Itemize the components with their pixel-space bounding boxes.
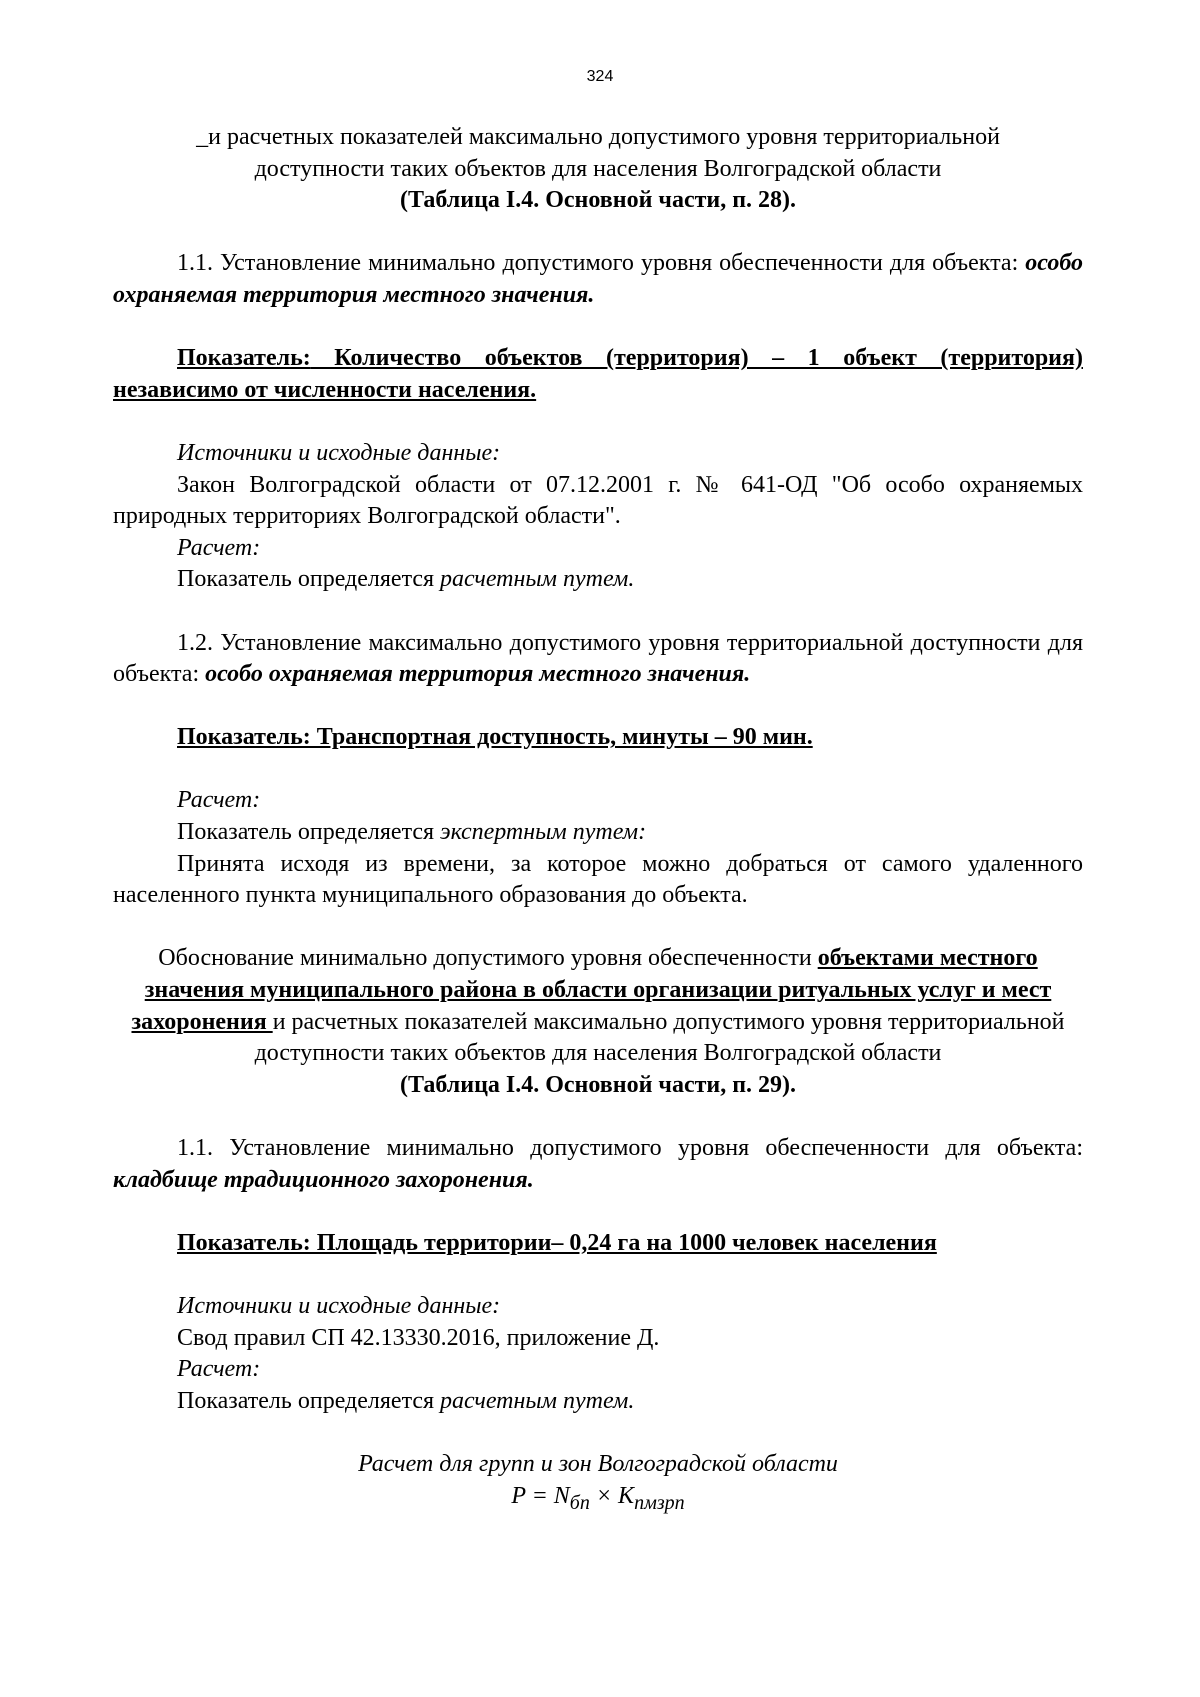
document-body bbox=[113, 122, 1083, 1519]
s1-calc-text-pre: Показатель определяется bbox=[177, 566, 441, 593]
s2-calc-text bbox=[113, 1386, 1083, 1418]
s1-sources-text: Закон Волгоградской области от 07.12.2001 г. № 641-ОД "Об особо охраняемых природных территориях Волгоградской области". bbox=[113, 471, 1083, 530]
s1-p11-object: особо охраняемая территория местного значения. bbox=[113, 250, 1083, 308]
heading1-line1: _и расчетных показателей максимально допустимого уровня территориальной bbox=[196, 124, 1000, 150]
s2-p11-text: 1.1. Установление минимально допустимого уровня обеспеченности для объекта: bbox=[177, 1135, 1083, 1161]
s2-calc-pre: Показатель определяется bbox=[177, 1387, 441, 1414]
page-number: 324 bbox=[586, 68, 614, 85]
s2-calc-method: расчетным путем. bbox=[440, 1387, 635, 1414]
s1-calc2-method: экспертным путем: bbox=[440, 819, 647, 846]
heading2-subject: объектами местного значения муниципального района в области организации ритуальных услуг и мест захоронения bbox=[131, 945, 1052, 1035]
s2-calc-groups-title: Расчет для групп и зон Волгоградской области bbox=[358, 1450, 838, 1477]
s1-sources-label: Источники и исходные данные: bbox=[177, 439, 501, 466]
s1-calc-label: Расчет: bbox=[177, 534, 261, 561]
s1-p12-object: особо охраняемая территория местного значения. bbox=[205, 661, 751, 688]
s1-indicator-value: Количество объектов (территория) – 1 объект (территория) независимо от численности населения. bbox=[113, 345, 1083, 403]
heading1-table-ref: (Таблица I.4. Основной части, п. 28). bbox=[399, 187, 797, 214]
s1-calc-text bbox=[113, 564, 1083, 596]
s1-calc2-text bbox=[113, 817, 1083, 849]
s1-indicator-label: Показатель: bbox=[177, 345, 311, 372]
s1-calc2-label: Расчет: bbox=[177, 787, 261, 814]
s2-indicator: Показатель: Площадь территории– 0,24 га на 1000 человек населения bbox=[177, 1229, 937, 1256]
heading2 bbox=[113, 943, 1083, 1069]
s2-paragraph-1-1 bbox=[113, 1133, 1083, 1196]
heading2-pre: Обоснование минимально допустимого уровня обеспеченности bbox=[158, 945, 818, 972]
formula-mid: × K bbox=[589, 1482, 635, 1509]
s2-p11-object: кладбище традиционного захоронения. bbox=[113, 1166, 534, 1193]
s1-indicator-2: Показатель: Транспортная доступность, минуты – 90 мин. bbox=[177, 724, 813, 751]
formula-sub-1: бп bbox=[569, 1491, 590, 1514]
s2-calc-label: Расчет: bbox=[177, 1356, 261, 1383]
s2-sources-text: Свод правил СП 42.13330.2016, приложение Д. bbox=[177, 1324, 660, 1351]
formula-lhs: P = N bbox=[511, 1482, 570, 1509]
formula-sub-2: пмзрп bbox=[634, 1491, 685, 1514]
heading1-line2: доступности таких объектов для населения Волгоградской области bbox=[254, 155, 942, 182]
s1-calc-method: расчетным путем. bbox=[440, 566, 635, 593]
formula bbox=[113, 1481, 1083, 1519]
s1-p11-text: 1.1. Установление минимально допустимого уровня обеспеченности для объекта: bbox=[177, 250, 1026, 277]
heading2-post: и расчетных показателей максимально допустимого уровня территориальной доступности таких объектов для населения Волгоградской области bbox=[254, 1008, 1065, 1067]
s1-indicator bbox=[113, 343, 1083, 406]
s2-sources-label: Источники и исходные данные: bbox=[177, 1292, 501, 1319]
s1-calc2-note: Принята исходя из времени, за которое можно добраться от самого удаленного населенного пункта муниципального образования до объекта. bbox=[113, 850, 1083, 909]
heading2-table-ref: (Таблица I.4. Основной части, п. 29). bbox=[399, 1071, 797, 1098]
s1-p12-text: 1.2. Установление максимально допустимого уровня территориальной доступности для объекта: bbox=[113, 629, 1083, 688]
s1-paragraph-1-1 bbox=[113, 248, 1083, 311]
s1-calc2-pre: Показатель определяется bbox=[177, 819, 441, 846]
s1-paragraph-1-2 bbox=[113, 628, 1083, 691]
